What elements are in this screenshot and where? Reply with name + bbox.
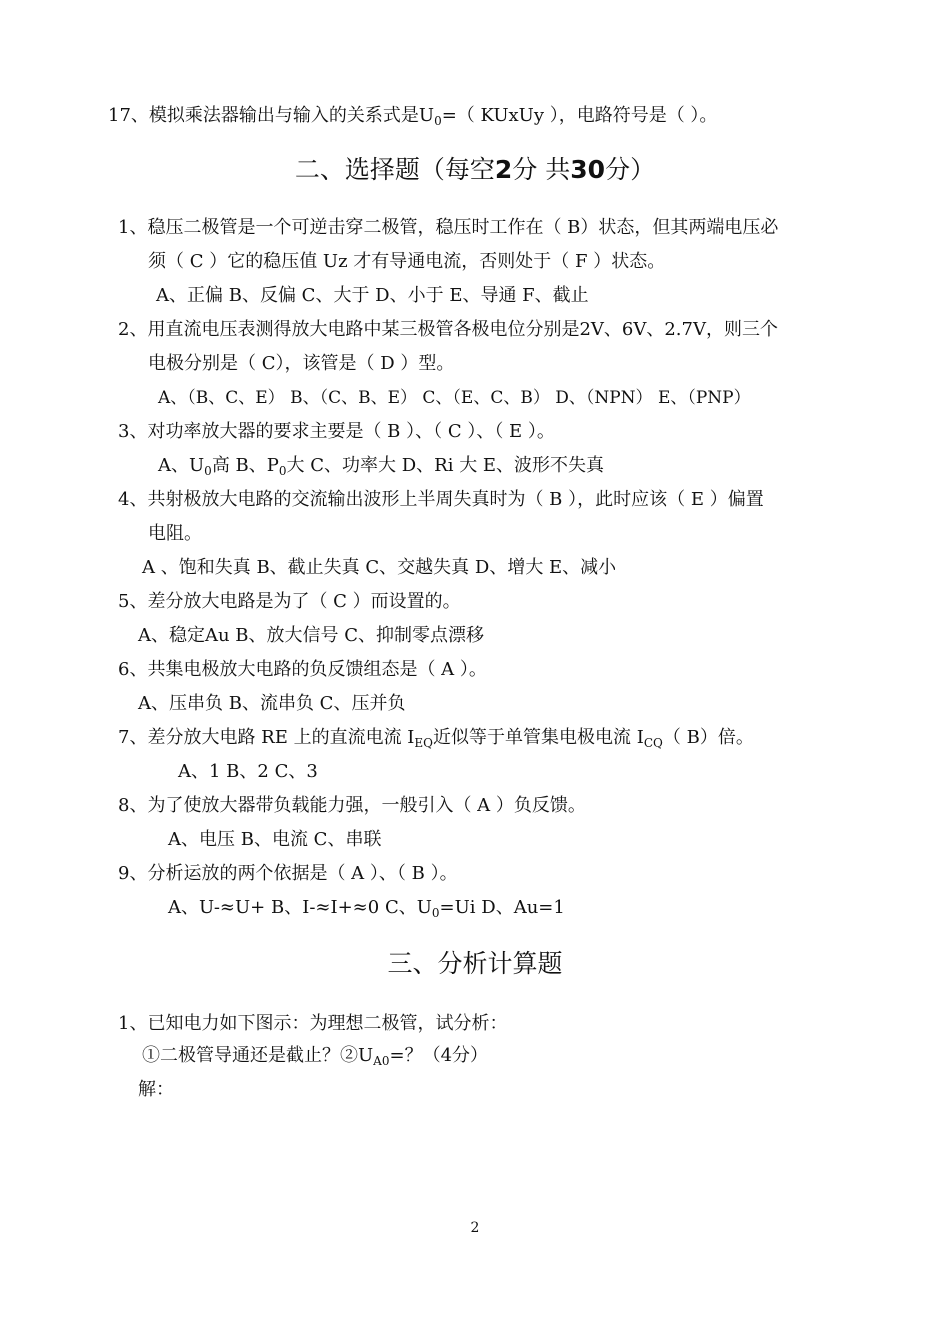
choice-5-line-1: 5、差分放大电路是为了（ C ）而设置的。 — [118, 591, 461, 612]
choice-8-options: A、电压 B、电流 C、串联 — [168, 829, 382, 850]
choice-2-line-1: 2、用直流电压表测得放大电路中某三极管各极电位分别是2V、6V、2.7V，则三个 — [118, 319, 778, 340]
analysis-1-line-2: ①二极管导通还是截止？$②U_{A0}=$？（4分） — [142, 1045, 489, 1068]
section-heading-analysis: 三、分析计算题 — [387, 949, 563, 978]
choice-1-line-2: 须（ C ）它的稳压值 Uz 才有导通电流，否则处于（ F ）状态。 — [148, 251, 666, 272]
page-number: 2 — [470, 1220, 480, 1236]
choice-3-line-1: 3、对功率放大器的要求主要是（ B ）、（ C ）、（ E ）。 — [118, 421, 555, 442]
section-heading-choice: 二、选择题（每空2分 共30分） — [294, 155, 656, 184]
choice-1-line-1: 1、稳压二极管是一个可逆击穿二极管，稳压时工作在（ B）状态，但其两端电压必 — [118, 217, 779, 238]
choice-1-options: A、正偏 B、反偏 C、大于 D、小于 E、导通 F、截止 — [156, 285, 589, 306]
question-17: 17、模拟乘法器输出与输入的关系式是$U_0=$（ KUxUy ），电路符号是（ ）。 — [108, 105, 718, 128]
choice-4-options: A 、饱和失真 B、截止失真 C、交越失真 D、增大 E、减小 — [142, 557, 617, 578]
choice-4-line-1: 4、共射极放大电路的交流输出波形上半周失真时为（ B ），此时应该（ E ）偏置 — [118, 489, 764, 510]
analysis-1-solution-label: 解： — [138, 1079, 174, 1100]
choice-8-line-1: 8、为了使放大器带负载能力强，一般引入（ A ）负反馈。 — [118, 795, 586, 816]
choice-2-line-2: 电极分别是（ C），该管是（ D ）型。 — [148, 353, 455, 374]
choice-2-options: A、（B、C、E） B、（C、B、E） C、（E、C、B） D、（NPN） E、（PNP） — [158, 388, 751, 408]
choice-7-options: A、1 B、2 C、3 — [178, 761, 318, 782]
choice-6-options: A、压串负 B、流串负 C、压并负 — [138, 693, 406, 714]
choice-7-line-1: 7、差分放大电路 RE 上的直流电流 $I_{EQ}$近似等于单管集电极电流 $I_{CQ}$（ B）倍。 — [118, 727, 754, 750]
analysis-1-line-1: 1、已知电力如下图示：为理想二极管，试分析： — [118, 1013, 508, 1034]
choice-9-options: A、U-≈U+ B、I-≈I+≈0 C、$U_0=Ui$ D、Au=1 — [168, 897, 565, 920]
choice-4-line-2: 电阻。 — [148, 523, 202, 544]
choice-9-line-1: 9、分析运放的两个依据是（ A ）、（ B ）。 — [118, 863, 458, 884]
choice-5-options: A、稳定Au B、放大信号 C、抑制零点漂移 — [138, 625, 485, 646]
choice-3-options: A、$U_0$高 B、$P_0$大 C、功率大 D、Ri 大 E、波形不失真 — [158, 455, 605, 478]
choice-6-line-1: 6、共集电极放大电路的负反馈组态是（ A ）。 — [118, 659, 487, 680]
